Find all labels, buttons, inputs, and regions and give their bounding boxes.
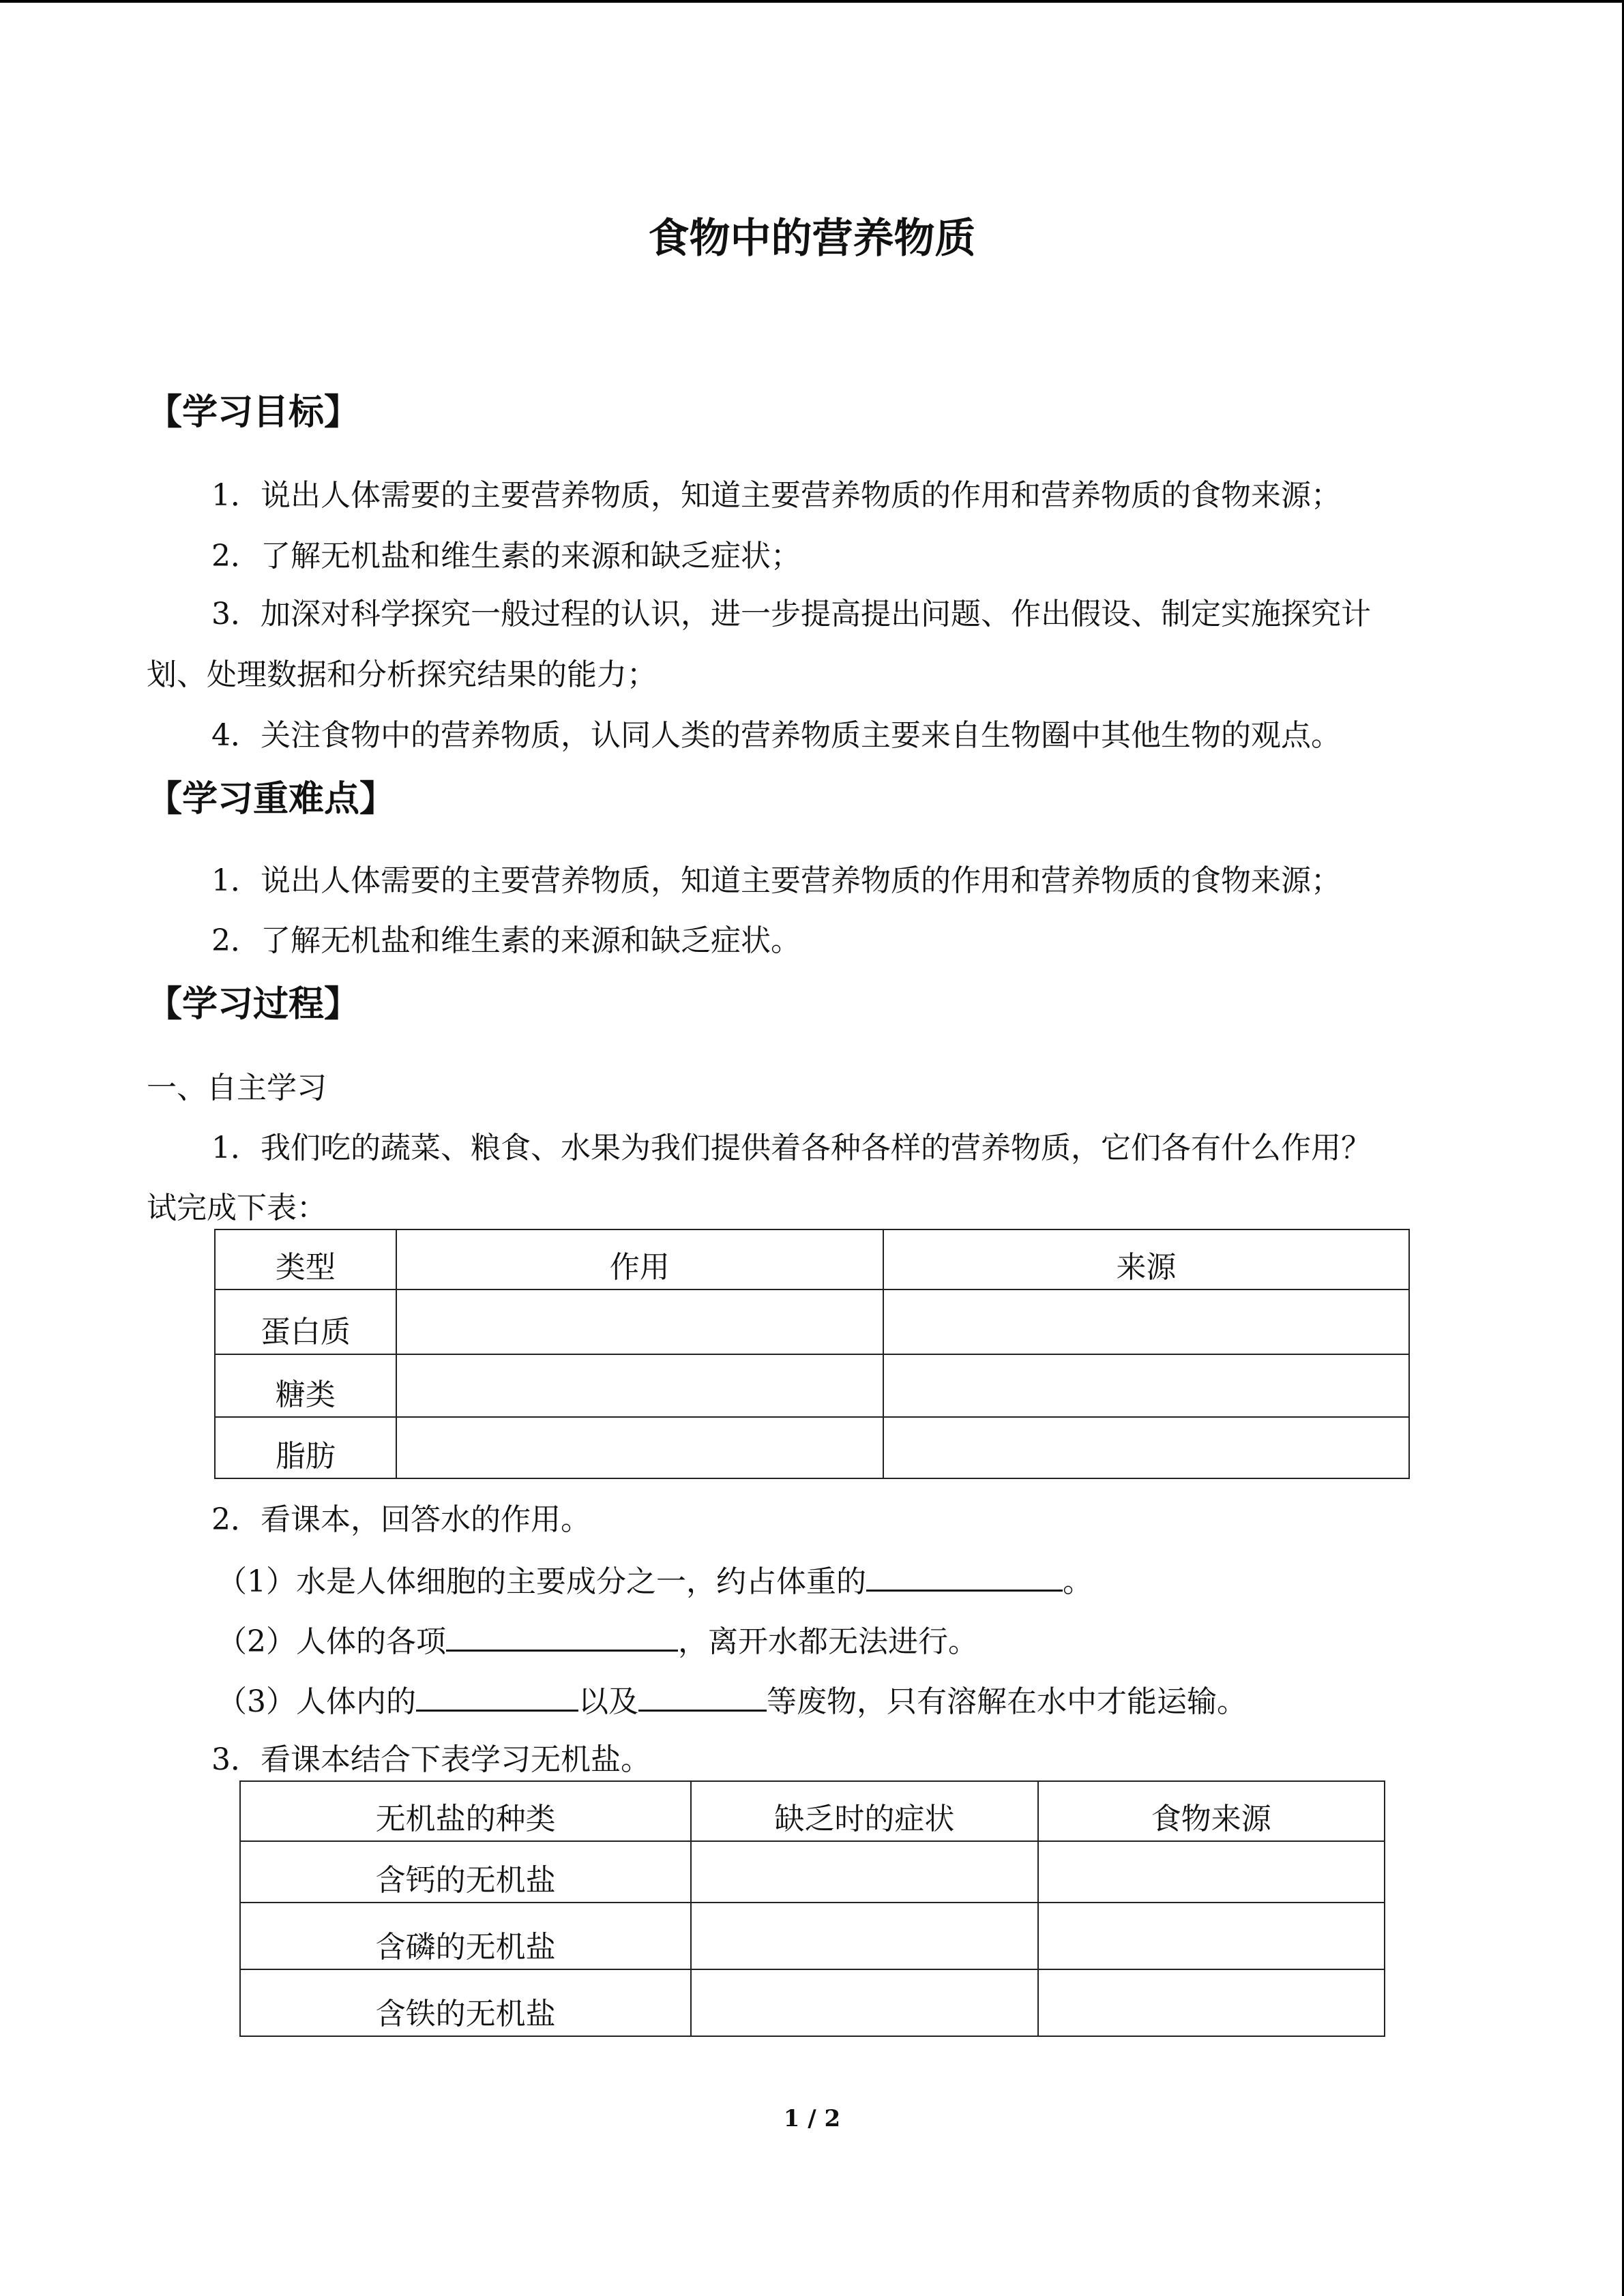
goal-item-1: 1．说出人体需要的主要营养物质，知道主要营养物质的作用和营养物质的食物来源； — [211, 478, 1341, 513]
keypoints-heading: 【学习重难点】 — [147, 778, 396, 820]
row-label-iron: 含铁的无机盐 — [240, 1969, 691, 2036]
question-3: 3．看课本结合下表学习无机盐。 — [211, 1742, 651, 1777]
mineral-table-header — [240, 1781, 1385, 1841]
goal-item-3-cont: 划、处理数据和分析探究结果的能力； — [147, 657, 657, 692]
blank-cell[interactable] — [883, 1289, 1409, 1354]
q2-2-end: ，离开水都无法进行。 — [678, 1624, 978, 1659]
mineral-table — [239, 1780, 1385, 2037]
q2-3-mid: 以及 — [578, 1684, 638, 1719]
blank-cell[interactable] — [691, 1841, 1037, 1903]
page-number: 1 / 2 — [783, 2105, 841, 2132]
blank-cell[interactable] — [396, 1289, 883, 1354]
part1-title: 一、自主学习 — [147, 1071, 327, 1105]
blank-cell[interactable] — [396, 1417, 883, 1478]
table-row — [215, 1289, 1409, 1354]
row-label-fat: 脂肪 — [215, 1417, 396, 1478]
nutrient-table — [214, 1229, 1410, 1479]
goal-item-2: 2．了解无机盐和维生素的来源和缺乏症状； — [211, 539, 801, 573]
goals-heading: 【学习目标】 — [147, 391, 360, 433]
table-row — [215, 1354, 1409, 1417]
blank-cell[interactable] — [883, 1354, 1409, 1417]
answer-blank[interactable] — [446, 1620, 678, 1652]
question-1-line-1: 1．我们吃的蔬菜、粮食、水果为我们提供着各种各样的营养物质，它们各有什么作用？ — [211, 1131, 1371, 1165]
table-row — [240, 1841, 1385, 1903]
row-label-phosphorus: 含磷的无机盐 — [240, 1903, 691, 1969]
blank-cell[interactable] — [1038, 1969, 1385, 2036]
answer-blank[interactable] — [638, 1680, 767, 1712]
page-title: 食物中的营养物质 — [648, 215, 976, 263]
answer-blank[interactable] — [866, 1560, 1063, 1592]
blank-cell[interactable] — [691, 1903, 1037, 1969]
header-type: 类型 — [215, 1229, 396, 1289]
q2-2-text: （2）人体的各项 — [217, 1624, 446, 1659]
header-source: 来源 — [883, 1229, 1409, 1289]
q2-3-text: （3）人体内的 — [217, 1684, 416, 1719]
row-label-sugar: 糖类 — [215, 1354, 396, 1417]
table-row — [240, 1969, 1385, 2036]
row-label-calcium: 含钙的无机盐 — [240, 1841, 691, 1903]
q2-1-end: 。 — [1063, 1564, 1093, 1599]
question-1-line-2: 试完成下表： — [147, 1191, 327, 1225]
question-2: 2．看课本，回答水的作用。 — [211, 1502, 591, 1537]
q2-1-text: （1）水是人体细胞的主要成分之一，约占体重的 — [217, 1564, 866, 1599]
table-row — [240, 1903, 1385, 1969]
goal-item-4: 4．关注食物中的营养物质，认同人类的营养物质主要来自生物圈中其他生物的观点。 — [211, 718, 1341, 753]
blank-cell[interactable] — [1038, 1841, 1385, 1903]
answer-blank[interactable] — [416, 1680, 578, 1712]
question-2-2 — [217, 1620, 978, 1663]
goal-item-3: 3．加深对科学探究一般过程的认识，进一步提高提出问题、作出假设、制定实施探究计 — [211, 597, 1371, 631]
header-food-source: 食物来源 — [1038, 1781, 1385, 1841]
row-label-protein: 蛋白质 — [215, 1289, 396, 1354]
keypoint-item-2: 2．了解无机盐和维生素的来源和缺乏症状。 — [211, 923, 801, 958]
top-border — [0, 0, 1624, 3]
blank-cell[interactable] — [396, 1354, 883, 1417]
header-function: 作用 — [396, 1229, 883, 1289]
header-deficiency: 缺乏时的症状 — [691, 1781, 1037, 1841]
table-row — [215, 1417, 1409, 1478]
process-heading: 【学习过程】 — [147, 983, 360, 1025]
blank-cell[interactable] — [1038, 1903, 1385, 1969]
question-2-3 — [217, 1680, 1247, 1723]
q2-3-end: 等废物，只有溶解在水中才能运输。 — [767, 1684, 1247, 1719]
keypoint-item-1: 1．说出人体需要的主要营养物质，知道主要营养物质的作用和营养物质的食物来源； — [211, 863, 1341, 898]
header-mineral-type: 无机盐的种类 — [240, 1781, 691, 1841]
blank-cell[interactable] — [883, 1417, 1409, 1478]
question-2-1 — [217, 1560, 1093, 1602]
nutrient-table-header — [215, 1229, 1409, 1289]
blank-cell[interactable] — [691, 1969, 1037, 2036]
